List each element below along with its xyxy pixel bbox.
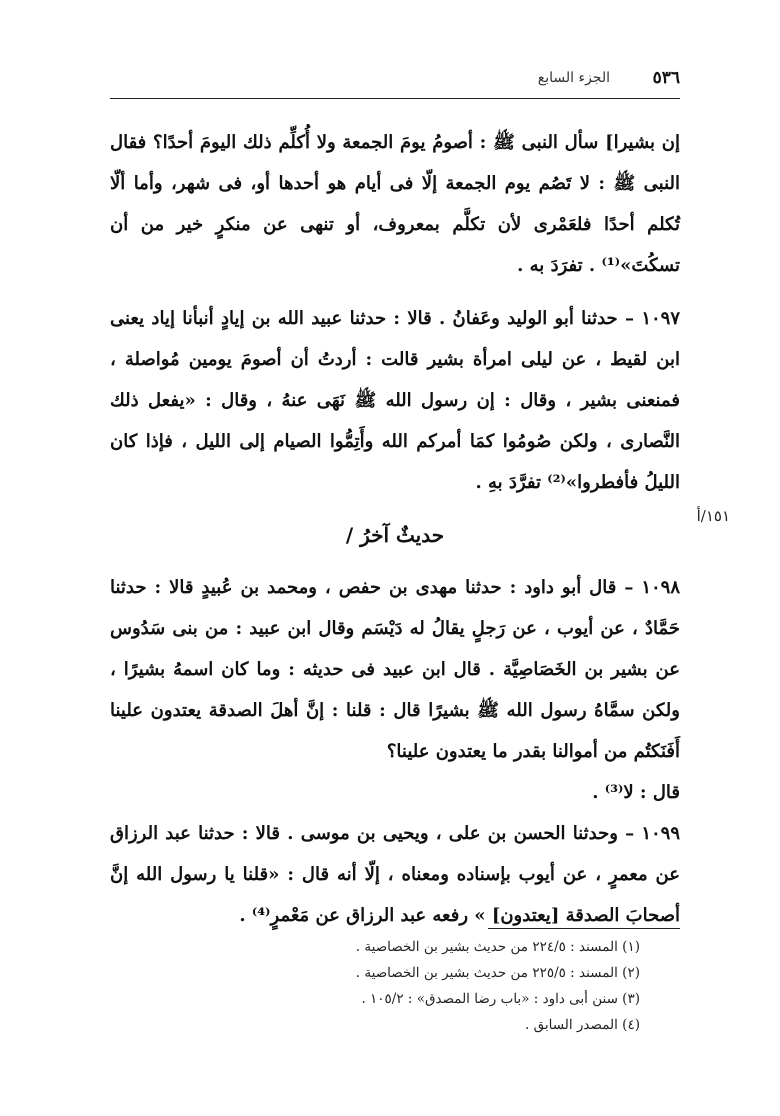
footnote: (٤) المصدر السابق . [525,1017,640,1033]
header-divider [110,98,680,99]
page-number: ٥٣٦ [652,68,680,88]
paragraph-intro: إن بشيرا] سأل النبى ﷺ : أصومُ يومَ الجمعة ولا أُكلِّم ذلك اليومَ أحدًا؟ فقال النبى ﷺ : لا تَصُم يوم الجمعة إلّا فى أيام هو أحدها أو، فى شهر، وأما ألّا تُكلم أحدًا فلعَمْرى لأن تكلَّم بمعروف، أو تنهى عن منكرٍ خير من أن تسكُتَ»⁽¹⁾ . تفرَدَ به . [110,132,680,276]
main-text [110,122,680,936]
hadith-number: ١٠٩٨ – [624,577,680,598]
hadith-1099 [110,813,680,936]
running-header [110,68,680,92]
footnote: (٣) سنن أبى داود : «باب رضا المصدق» : ١٠٥/٢ . [361,991,640,1007]
footnote: (١) المسند : ٢٢٤/٥ من حديث بشير بن الخصاصية . [355,939,640,955]
hadith-text: حدثنا أبو الوليد وعَفانُ . قالا : حدثنا عبيد الله بن إيادٍ أنبأنا إياد يعنى ابن لقيط ، عن ليلى امرأة بشير قالت : أردتُ أن أصومَ يومين مُواصلة ، فمنعنى بشير ، وقال : إن رسول الله ﷺ نَهَى عنهُ ، وقال : «يفعل ذلك النَّصارى ، ولكن صُومُوا كمَا أمركم الله وأَتِمُّوا الصيام إلى الليل ، فإذا كان الليلُ فأفطروا»⁽²⁾ تفرَّدَ بهِ . [110,308,680,493]
hadith-number: ١٠٩٧ – [625,308,680,329]
hadith-1097 [110,298,680,503]
part-title: الجزء السابع [537,70,610,86]
footnotes [110,934,640,1038]
margin-folio-note: ١٥١/أ [696,507,730,525]
hadith-text: قال أبو داود : حدثنا مهدى بن حفص ، ومحمد بن عُبيدٍ قالا : حدثنا حَمَّادٌ ، عن أيوب ، عن رَجلٍ يقالُ له دَيْسَم وقال ابن عبيد : من بنى سَدُوس عن بشير بن الخَصَاصِيَّة . قال ابن عبيد فى حديثه : وما كان اسمهُ بشيرًا ، ولكن سمَّاهُ رسول الله ﷺ بشيرًا قال : قلنا : إنَّ أهلَ الصدقة يعتدون علينا أَفَنَكتُم من أموالنا بقدر ما يعتدون علينا؟ [110,577,680,762]
footnote-divider [488,928,680,929]
footnote: (٢) المسند : ٢٢٥/٥ من حديث بشير بن الخصاصية . [355,965,640,981]
hadith-number: ١٠٩٩ – [625,823,680,844]
section-heading: حديثٌ آخرُ / [345,523,445,547]
hadith-text: وحدثنا الحسن بن على ، ويحيى بن موسى . قالا : حدثنا عبد الرزاق عن معمرٍ ، عن أيوب بإسناده ومعناه ، إلّا أنه قال : «قلنا يا رسول الله إنَّ أصحابَ الصدقة [يعتدون] » رفعه عبد الرزاق عن مَعْمرٍ⁽⁴⁾ . [110,823,680,926]
hadith-1098-answer: قال : لا⁽³⁾ . [592,782,680,803]
hadith-1098 [110,567,680,772]
